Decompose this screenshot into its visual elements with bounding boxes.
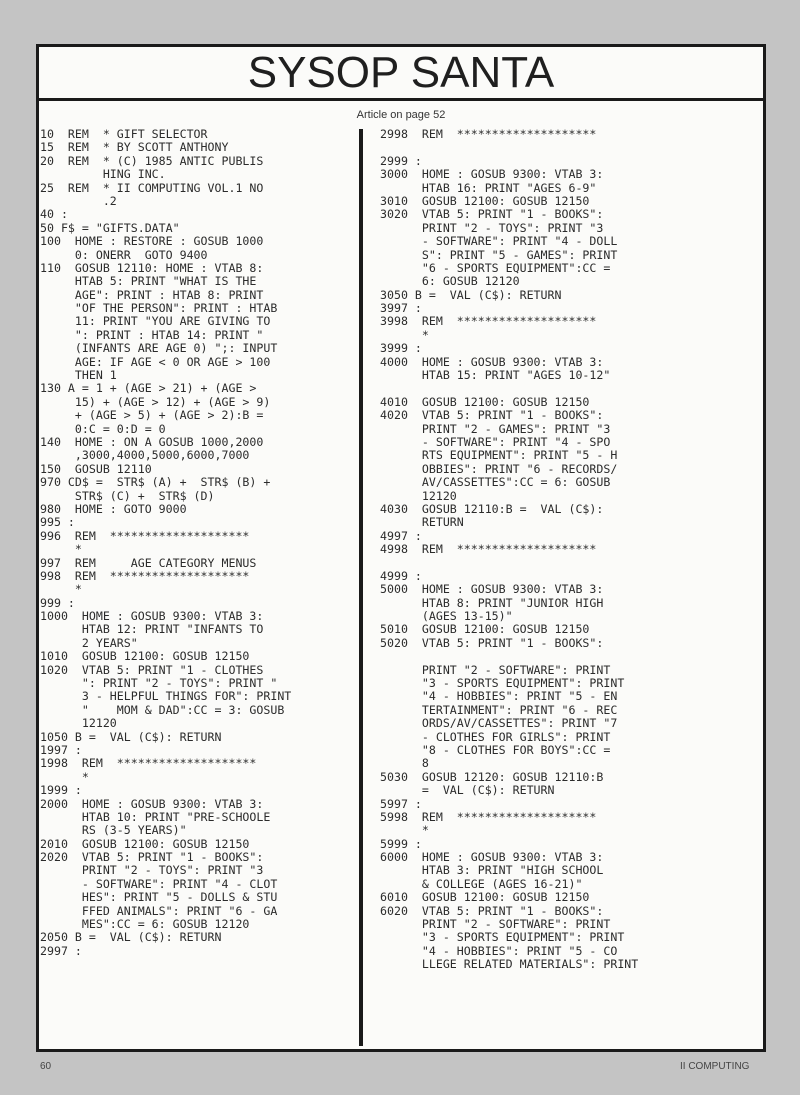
code-line: "6 - SPORTS EQUIPMENT":CC = xyxy=(380,260,611,275)
code-line: 3997 : xyxy=(380,301,422,316)
code-line: 2998 REM ******************** xyxy=(380,127,597,141)
code-line: 15 REM * BY SCOTT ANTHONY xyxy=(40,140,229,155)
code-line: 5999 : xyxy=(380,836,422,851)
code-line: 1020 VTAB 5: PRINT "1 - CLOTHES xyxy=(40,662,264,677)
code-line: MES":CC = 6: GOSUB 12120 xyxy=(40,917,250,932)
code-line: 2020 VTAB 5: PRINT "1 - BOOKS": xyxy=(40,850,264,865)
code-line: THEN 1 xyxy=(40,368,117,383)
code-line: 20 REM * (C) 1985 ANTIC PUBLIS xyxy=(40,153,264,168)
code-line: 6020 VTAB 5: PRINT "1 - BOOKS": xyxy=(380,903,604,918)
code-line: 2997 : xyxy=(40,943,82,958)
code-line: - CLOTHES FOR GIRLS": PRINT xyxy=(380,729,611,744)
code-line: "3 - SPORTS EQUIPMENT": PRINT xyxy=(380,676,625,691)
code-line: 970 CD$ = STR$ (A) + STR$ (B) + xyxy=(40,475,271,490)
code-line: * xyxy=(380,327,429,342)
code-line: 4010 GOSUB 12100: GOSUB 12150 xyxy=(380,394,590,409)
code-line: 5998 REM ******************** xyxy=(380,809,597,824)
code-line: RETURN xyxy=(380,515,464,530)
code-line: HTAB 15: PRINT "AGES 10-12" xyxy=(380,368,611,383)
listing-left-column xyxy=(40,128,291,958)
code-line: 996 REM ******************** xyxy=(40,528,250,543)
code-line: 0:C = 0:D = 0 xyxy=(40,421,166,436)
code-line: RS (3-5 YEARS)" xyxy=(40,823,187,838)
code-line: HTAB 16: PRINT "AGES 6-9" xyxy=(380,180,597,195)
code-line: 1010 GOSUB 12100: GOSUB 12150 xyxy=(40,649,250,664)
code-line: 6000 HOME : GOSUB 9300: VTAB 3: xyxy=(380,850,604,865)
code-line: 130 A = 1 + (AGE > 21) + (AGE > xyxy=(40,381,257,396)
code-line: 110 GOSUB 12110: HOME : VTAB 8: xyxy=(40,260,264,275)
code-line: HTAB 12: PRINT "INFANTS TO xyxy=(40,622,264,637)
code-line: 980 HOME : GOTO 9000 xyxy=(40,501,187,516)
code-line: 150 GOSUB 12110 xyxy=(40,461,152,476)
code-line: 3998 REM ******************** xyxy=(380,314,597,329)
code-line: 6010 GOSUB 12100: GOSUB 12150 xyxy=(380,890,590,905)
code-line: "3 - SPORTS EQUIPMENT": PRINT xyxy=(380,930,625,945)
code-line: HTAB 3: PRINT "HIGH SCHOOL xyxy=(380,863,604,878)
code-line: 40 : xyxy=(40,207,68,222)
code-line: AV/CASSETTES":CC = 6: GOSUB xyxy=(380,475,611,490)
code-line: 100 HOME : RESTORE : GOSUB 1000 xyxy=(40,234,264,249)
listing-right-column xyxy=(380,128,638,972)
code-line: 5000 HOME : GOSUB 9300: VTAB 3: xyxy=(380,582,604,597)
code-line: 3050 B = VAL (C$): RETURN xyxy=(380,287,562,302)
code-line: 12120 xyxy=(40,716,117,731)
code-line: 5010 GOSUB 12100: GOSUB 12150 xyxy=(380,622,590,637)
code-line: 5030 GOSUB 12120: GOSUB 12110:B xyxy=(380,769,604,784)
code-line: 1999 : xyxy=(40,783,82,798)
code-line: PRINT "2 - SOFTWARE": PRINT xyxy=(380,917,611,932)
code-line: 5997 : xyxy=(380,796,422,811)
code-line: 4999 : xyxy=(380,568,422,583)
code-line: AGE": PRINT : HTAB 8: PRINT xyxy=(40,287,264,302)
code-line: * xyxy=(40,542,82,557)
code-line: 4998 REM ******************** xyxy=(380,542,597,557)
code-line: 2010 GOSUB 12100: GOSUB 12150 xyxy=(40,836,250,851)
code-line: 1998 REM ******************** xyxy=(40,756,257,771)
code-line: "OF THE PERSON": PRINT : HTAB xyxy=(40,301,278,316)
code-line: * xyxy=(40,582,82,597)
code-line: 15) + (AGE > 12) + (AGE > 9) xyxy=(40,394,271,409)
code-line: ": PRINT "2 - TOYS": PRINT " xyxy=(40,676,278,691)
code-line: HTAB 10: PRINT "PRE-SCHOOLE xyxy=(40,809,271,824)
code-line: 995 : xyxy=(40,515,75,530)
code-line: RTS EQUIPMENT": PRINT "5 - H xyxy=(380,448,618,463)
code-line: 5020 VTAB 5: PRINT "1 - BOOKS": xyxy=(380,635,604,650)
code-line: PRINT "2 - TOYS": PRINT "3 xyxy=(380,220,604,235)
article-reference: Article on page 52 xyxy=(356,109,446,121)
code-line: 8 xyxy=(380,756,429,771)
code-line: AGE: IF AGE < 0 OR AGE > 100 xyxy=(40,354,271,369)
code-line: 4000 HOME : GOSUB 9300: VTAB 3: xyxy=(380,354,604,369)
code-line xyxy=(380,141,638,154)
code-line: FFED ANIMALS": PRINT "6 - GA xyxy=(40,903,278,918)
code-line: "4 - HOBBIES": PRINT "5 - EN xyxy=(380,689,618,704)
code-line: 2050 B = VAL (C$): RETURN xyxy=(40,930,222,945)
code-line: 10 REM * GIFT SELECTOR xyxy=(40,127,208,141)
code-line: ": PRINT : HTAB 14: PRINT " xyxy=(40,327,264,342)
code-line: (INFANTS ARE AGE 0) ";: INPUT xyxy=(40,341,278,356)
code-line: "4 - HOBBIES": PRINT "5 - CO xyxy=(380,943,618,958)
code-line: HTAB 8: PRINT "JUNIOR HIGH xyxy=(380,595,604,610)
code-line: 0: ONERR GOTO 9400 xyxy=(40,247,208,262)
code-line: 4030 GOSUB 12110:B = VAL (C$): xyxy=(380,501,604,516)
code-line: 3020 VTAB 5: PRINT "1 - BOOKS": xyxy=(380,207,604,222)
code-line: " MOM & DAD":CC = 3: GOSUB xyxy=(40,702,285,717)
code-line: 4997 : xyxy=(380,528,422,543)
code-line: 50 F$ = "GIFTS.DATA" xyxy=(40,220,180,235)
code-line: 998 REM ******************** xyxy=(40,568,250,583)
code-line: * xyxy=(380,823,429,838)
code-line: PRINT "2 - SOFTWARE": PRINT xyxy=(380,662,611,677)
code-line: ,3000,4000,5000,6000,7000 xyxy=(40,448,250,463)
code-line: = VAL (C$): RETURN xyxy=(380,783,555,798)
code-line: 25 REM * II COMPUTING VOL.1 NO xyxy=(40,180,264,195)
code-line: 6: GOSUB 12120 xyxy=(380,274,520,289)
title-bar xyxy=(39,47,763,101)
page-number: 60 xyxy=(40,1061,52,1072)
code-line: 3000 HOME : GOSUB 9300: VTAB 3: xyxy=(380,167,604,182)
code-line: 3010 GOSUB 12100: GOSUB 12150 xyxy=(380,193,590,208)
code-line: 3 - HELPFUL THINGS FOR": PRINT xyxy=(40,689,292,704)
code-line: 12120 xyxy=(380,488,457,503)
code-line: .2 xyxy=(40,193,117,208)
code-line: "8 - CLOTHES FOR BOYS":CC = xyxy=(380,742,611,757)
code-line: HING INC. xyxy=(40,167,166,182)
code-line: & COLLEGE (AGES 16-21)" xyxy=(380,876,583,891)
code-line: 11: PRINT "YOU ARE GIVING TO xyxy=(40,314,271,329)
code-line: 1997 : xyxy=(40,742,82,757)
code-line: 3999 : xyxy=(380,341,422,356)
code-line: (AGES 13-15)" xyxy=(380,609,513,624)
code-line: 4020 VTAB 5: PRINT "1 - BOOKS": xyxy=(380,408,604,423)
code-line: STR$ (C) + STR$ (D) xyxy=(40,488,215,503)
code-line: - SOFTWARE": PRINT "4 - DOLL xyxy=(380,234,618,249)
code-line: PRINT "2 - TOYS": PRINT "3 xyxy=(40,863,264,878)
code-line: S": PRINT "5 - GAMES": PRINT xyxy=(380,247,618,262)
code-line xyxy=(380,557,638,570)
code-line: TERTAINMENT": PRINT "6 - REC xyxy=(380,702,618,717)
code-line: 1050 B = VAL (C$): RETURN xyxy=(40,729,222,744)
code-line xyxy=(380,650,638,663)
code-line: * xyxy=(40,769,89,784)
code-line: LLEGE RELATED MATERIALS": PRINT xyxy=(380,957,639,972)
code-line: ORDS/AV/CASSETTES": PRINT "7 xyxy=(380,716,618,731)
code-line: - SOFTWARE": PRINT "4 - SPO xyxy=(380,434,611,449)
code-line: + (AGE > 5) + (AGE > 2):B = xyxy=(40,408,264,423)
code-line: 999 : xyxy=(40,595,75,610)
code-line: - SOFTWARE": PRINT "4 - CLOT xyxy=(40,876,278,891)
code-line: 2999 : xyxy=(380,153,422,168)
code-line: 140 HOME : ON A GOSUB 1000,2000 xyxy=(40,434,264,449)
column-divider xyxy=(359,129,363,1046)
code-line: OBBIES": PRINT "6 - RECORDS/ xyxy=(380,461,618,476)
code-line: HTAB 5: PRINT "WHAT IS THE xyxy=(40,274,257,289)
page-title: SYSOP SANTA xyxy=(247,47,555,97)
code-line: HES": PRINT "5 - DOLLS & STU xyxy=(40,890,278,905)
code-line: 997 REM AGE CATEGORY MENUS xyxy=(40,555,257,570)
publication-name: II COMPUTING xyxy=(680,1061,750,1072)
code-line: 2000 HOME : GOSUB 9300: VTAB 3: xyxy=(40,796,264,811)
code-line: PRINT "2 - GAMES": PRINT "3 xyxy=(380,421,611,436)
code-line: 1000 HOME : GOSUB 9300: VTAB 3: xyxy=(40,609,264,624)
code-line xyxy=(380,382,638,395)
code-line: 2 YEARS" xyxy=(40,635,138,650)
